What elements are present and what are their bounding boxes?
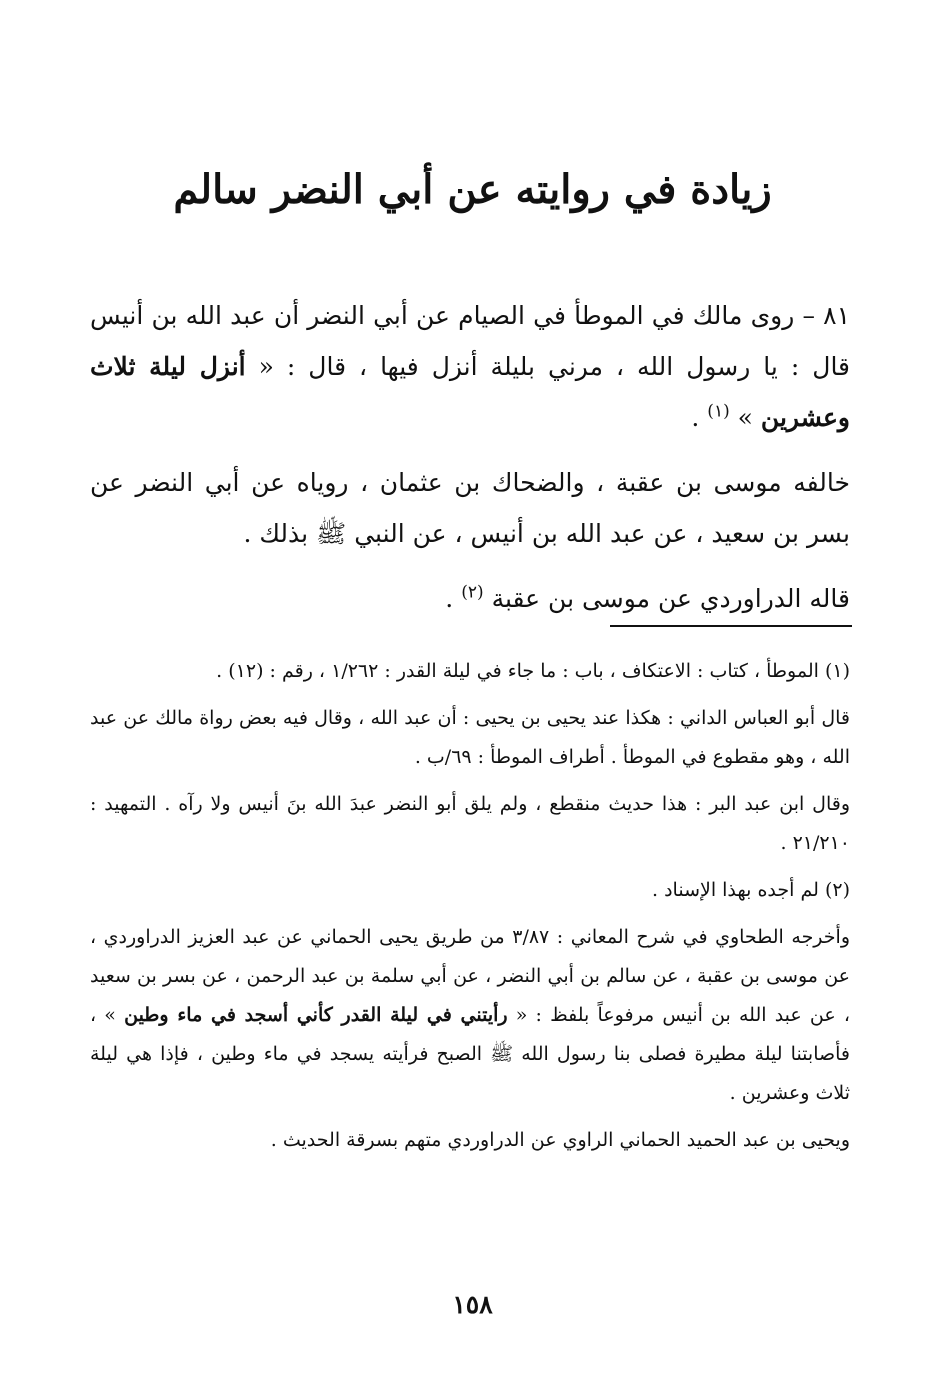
tahawi-text-end: » ، فأصابتنا ليلة مطيرة فصلى بنا رسول الله ﷺ الصبح فرأيته يسجد في ماء وطين ، فإذا هي ليلة ثلاث وعشرين .: [90, 1004, 850, 1104]
footnote-1-dani: قال أبو العباس الداني : هكذا عند يحيى بن يحيى : أن عبد الله ، وقال فيه بعض رواة مالك عن عبد الله ، وهو مقطوع في الموطأ . أطراف الموطأ : ٦٩/ب .: [90, 707, 850, 768]
footnote-2-himmani: ويحيى بن عبد الحميد الحماني الراوي عن الدراوردي متهم بسرقة الحديث .: [270, 1129, 850, 1151]
period: .: [445, 584, 454, 613]
footnote-separator: [610, 625, 852, 627]
footnote-2-tahawi: [90, 918, 850, 1113]
footnote-ref-1: (١): [707, 401, 730, 422]
page-number: ١٥٨: [452, 1290, 493, 1319]
tahawi-text: وأخرجه الطحاوي في شرح المعاني : ٣/٨٧ من طريق يحيى الحماني عن عبد العزيز الدراوردي ، عن موسى بن عقبة ، عن سالم بن أبي النضر ، عن أبي سلمة بن عبد الرحمن ، عن بسر بن سعيد ، عن عبد الله بن أنيس مرفوعاً بلفظ : «: [90, 926, 851, 1026]
footnote-1-ibn-abd-al-barr: وقال ابن عبد البر : هذا حديث منقطع ، ولم يلق أبو النضر عبدَ الله بنَ أنيس ولا رآه . التمهيد : ٢١/٢١٠ .: [90, 793, 850, 854]
variant-paragraph: خالفه موسى بن عقبة ، والضحاك بن عثمان ، روياه عن أبي النضر عن بسر بن سعيد ، عن عبد الله بن أنيس ، عن النبي ﷺ بذلك .: [90, 468, 850, 548]
chapter-title: زيادة في روايته عن أبي النضر سالم: [173, 166, 772, 213]
tahawi-quote: رأيتني في ليلة القدر كأني أسجد في ماء وطين: [124, 1004, 508, 1026]
footnote-ref-2: (٢): [461, 582, 484, 603]
daraward-paragraph: [90, 573, 850, 624]
period: .: [691, 403, 700, 432]
footnotes: [90, 652, 850, 1168]
quote-close: »: [737, 403, 753, 432]
daraward-text: قاله الدراوردي عن موسى بن عقبة: [491, 584, 850, 613]
hadith-81-paragraph: [90, 290, 850, 443]
main-text: [90, 290, 850, 638]
hadith-81-text: ٨١ – روى مالك في الموطأ في الصيام عن أبي النضر أن عبد الله بن أنيس قال : يا رسول الله ، مرني بليلة أنزل فيها ، قال : «: [90, 301, 851, 381]
footnote-1: (١) الموطأ ، كتاب : الاعتكاف ، باب : ما جاء في ليلة القدر : ١/٢٦٢ ، رقم : (١٢) .: [216, 660, 850, 682]
footnote-2: (٢) لم أجده بهذا الإسناد .: [652, 879, 850, 901]
hadith-81-quote: أنزل ليلة ثلاث وعشرين: [90, 352, 850, 432]
